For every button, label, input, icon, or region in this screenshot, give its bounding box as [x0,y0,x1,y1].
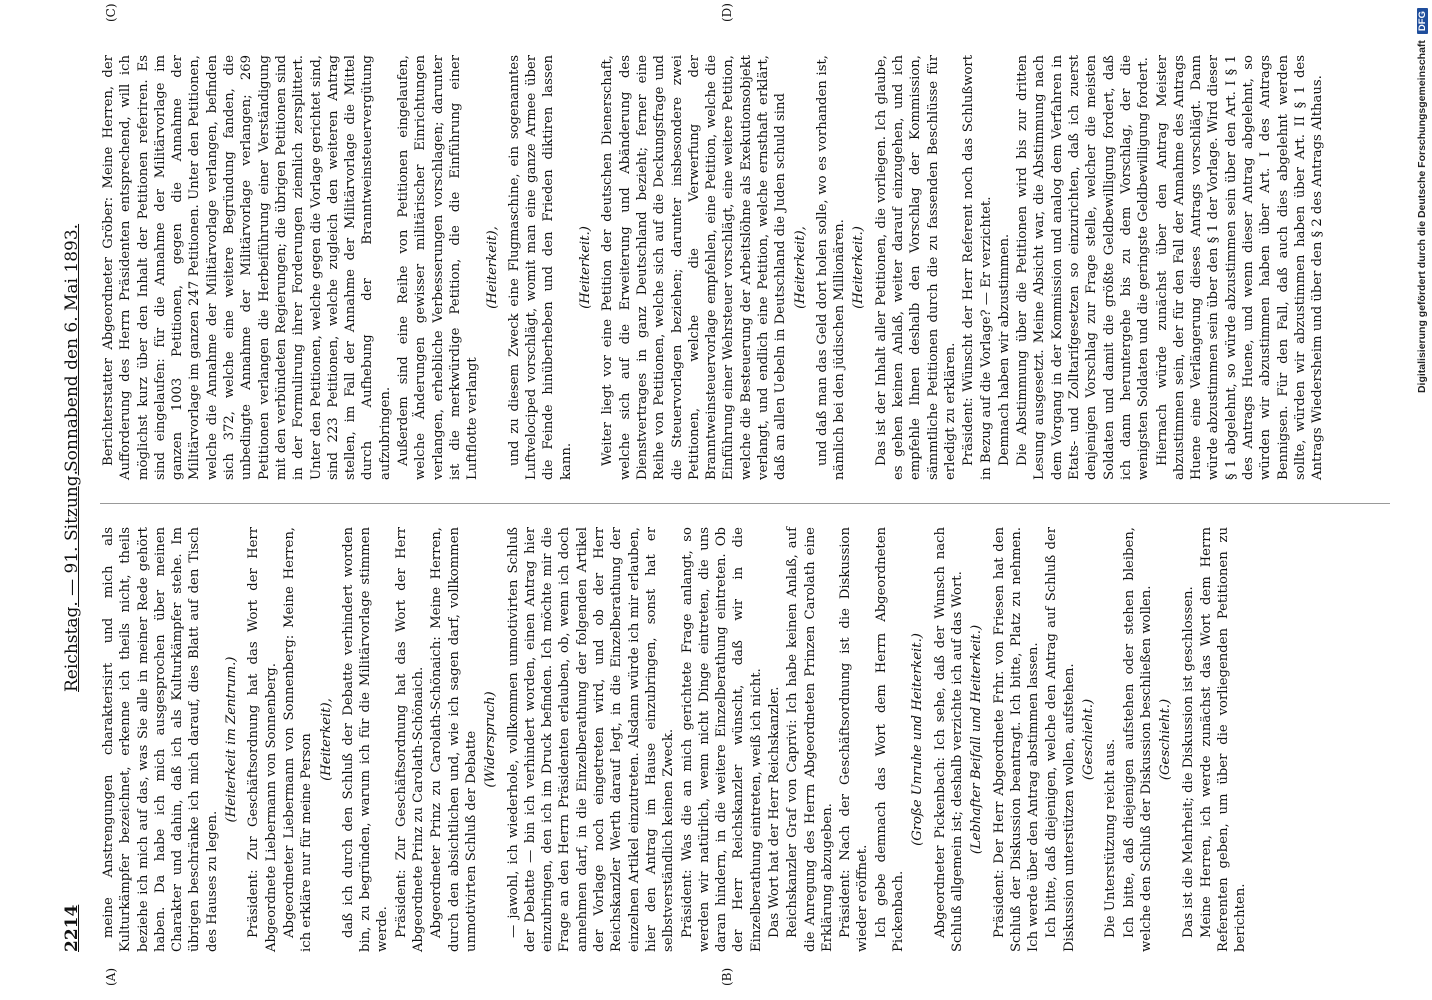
paragraph: Präsident: Zur Geschäftsordnung hat das Wort der Herr Abgeordnete Liebermann von Sonnenberg. [246,527,279,952]
paragraph: (Heiterkeit.) [578,226,594,309]
paragraph: (Große Unruhe und Heiterkeit.) [910,633,926,846]
paragraph: (Heiterkeit im Zentrum.) [224,656,240,823]
paragraph: Berichterstatter Abgeordneter Gröber: Meine Herren, der Aufforderung des Herrn Präsidenten entsprechend, will ich möglichst kurz über den Inhalt der Petitionen referiren. Es sind eingelaufen: für die Annahme der Militärvorlage im ganzen 1003 Petitionen, gegen die Annahme der Militärvorlage im ganzen 247 Petitionen. Unter den Petitionen, welche die Annahme der Militärvorlage verlangen, befinden sich 372, welche eine weitere Begründung fanden, die unbedingte Annahme der Militärvorlage verlangen; 269 Petitionen verlangen die Herbeiführung einer Verständigung mit den verbündeten Regierungen; die übrigen Petitionen sind in der Formulirung ihrer Forderungen ziemlich zersplittert. Unter den Petitionen, welche gegen die Vorlage gerichtet sind, sind 223 Petitionen, welche zugleich den weiteren Antrag stellen, im Fall der Annahme der Militärvorlage die Mittel durch Aufhebung der Branntweinsteuervergütung aufzubringen. [101,55,393,480]
paragraph: meine Anstrengungen charakterisirt und mich als Kulturkämpfer bezeichnet, erkenne ich theils nicht, theils beziehe ich mich auf das, was Sie alle in meiner Rede gehört haben. Da habe ich mich ausgesprochen über meinen Charakter und dahin, daß ich als Kulturkämpfer stehe. Im übrigen beschränke ich mich darauf, dies Blatt auf den Tisch des Hauses zu legen. [101,527,220,952]
paragraph: Außerdem sind eine Reihe von Petitionen eingelaufen, welche Änderungen gewisser militärischer Einrichtungen verlangen, erhebliche Verbesserungen vorschlagen; darunter ist die merkwürdige Petition, die die Einführung einer Luftflotte verlangt [396,55,481,480]
paragraph: Abgeordneter Prinz zu Carolath-Schönaich: Meine Herren, durch den absichtlichen und, wie ich sagen darf, vollkommen unmotivirten Schluß der Debatte [429,527,479,952]
paragraph: Die Abstimmung über die Petitionen wird bis zur dritten Lesung ausgesetzt. Meine Absicht war, die Abstimmung nach dem Vorgang in der Kommission und analog dem Verfahren in Etats- und Zolltarifgesetzen so einzurichten, daß ich zuerst denjenigen Vorschlag zur Frage stelle, welcher die meisten Soldaten und damit die größte Geldbewilligung fordert, daß ich dann heruntergehe bis zu dem Vorschlag, der die wenigsten Soldaten und die geringste Geldbewilligung fordert. [1015,55,1152,480]
paragraph: (Lebhafter Beifall und Heiterkeit.) [969,624,985,855]
paragraph: (Geschieht.) [1158,698,1174,781]
paragraph: — jawohl, ich wiederhole, vollkommen unmotivirten Schluß der Debatte — bin ich verhindert worden, einen Antrag hier einzubringen, den ich im Druck befinden. Ich möchte mir die Frage an den Herrn Präsidenten erlauben, ob, wenn ich doch annehmen darf, in die Einzelberathung der folgenden Artikel der Vorlage noch eingetreten wird, und ob der Herr Reichskanzler Werth darauf legt, in die Einzelberathung der einzelnen Artikel einzutreten. Alsdann würde ich mir erlauben, hier den Antrag im Hause einzubringen, sonst hat er selbstverständlich keinen Zweck. [505,527,677,952]
session-title: Reichstag. — 91. Sitzung. [62,469,82,692]
margin-mark-d: (D) [720,3,734,22]
paragraph: (Geschieht.) [1081,698,1097,781]
paragraph: Die Unterstützung reicht aus. [1103,738,1119,938]
paragraph: (Heiterkeit), [318,698,334,781]
paragraph: Präsident: Wünscht der Herr Referent noch das Schlußwort in Bezug auf die Vorlage? — Er verzichtet. [961,55,994,480]
paragraph: Meine Herren, ich werde zunächst das Wort dem Herrn Referenten geben, um über die vorliegenden Petitionen zu berichten. [1198,527,1249,952]
paragraph: Abgeordneter Liebermann von Sonnenberg: Meine Herren, ich erkläre nur für meine Person [281,527,315,952]
paragraph: Ich bitte, daß diejenigen, welche den Antrag auf Schluß der Diskussion unterstützen wollen, aufstehen. [1044,527,1077,952]
paragraph: Weiter liegt vor eine Petition der deutschen Dienerschaft, welche sich auf die Erweiterung und Abänderung des Dienstvertrages in ganz Deutschland bezieht; ferner eine Reihe von Petitionen, welche sich auf die Deckungsfrage und die Steuervorlagen beziehen; darunter insbesondere zwei Petitionen, welche die Verwerfung der Branntweinsteuervorlage empfehlen, eine Petition, welche die Einführung einer Wehrsteuer vorschlägt, eine weitere Petition, welche die Besteuerung der Arbeitslöhne als Exekutionsobjekt verlangt, und endlich eine Petition, welche ernsthaft erklärt, daß an allen Uebeln in Deutschland die Juden schuld sind [600,55,789,480]
margin-mark-b: (B) [720,967,734,986]
page-header [52,32,92,952]
paragraph: (Heiterkeit.) [851,226,867,309]
paragraph: Präsident: Der Herr Abgeordnete Frhr. von Friesen hat den Schluß der Diskussion beantragt. Ich bitte, Platz zu nehmen. Ich werde über den Antrag abstimmen lassen. [991,527,1042,952]
credit-text: Digitalisierung gefördert durch die Deutsche Forschungsgemeinschaft [1416,40,1428,394]
paragraph: und daß man das Geld dort holen solle, wo es vorhanden ist, nämlich bei den jüdischen Millionären. [814,55,848,480]
paragraph: daß ich durch den Schluß der Debatte verhindert worden bin, zu begründen, warum ich für die Militärvorlage stimmen werde. [340,527,391,952]
margin-mark-c: (C) [104,3,118,22]
paragraph: Das Wort hat der Herr Reichskanzler. [766,686,782,938]
paragraph: (Heiterkeit), [792,226,808,309]
margin-mark-a: (A) [104,967,118,986]
page-number: 2214 [62,904,82,952]
footer-strip [1412,0,1432,1000]
paragraph: Präsident: Zur Geschäftsordnung hat das Wort der Herr Abgeordnete Prinz zu Carolath-Schönaich. [393,527,427,952]
column-divider [100,503,1390,504]
paragraph: (Heiterkeit), [484,226,500,309]
session-date: Sonnabend den 6. Mai 1893. [62,223,82,472]
footer-credit [1412,0,1432,1000]
paragraph: (Widerspruch) [483,691,499,788]
paragraph: Demnach haben wir abzustimmen. [996,233,1012,466]
paragraph: Hiernach würde zunächst über den Antrag Meister abzustimmen sein, der für den Fall der Annahme des Antrags Huene eine Verlängerung dieses Antrags vorschlägt. Dann würde abzustimmen sein über den § 1 der Vorlage. Wird dieser § 1 abgelehnt, so würde abzustimmen sein über den Art. I § 1 des Antrags Huene, und wenn dieser Antrag abgelehnt, so würden wir abzustimmen haben über Art. I des Antrags Bennigsen. Für den Fall, daß auch dies abgelehnt werden sollte, würden wir abzustimmen haben über Art. II § 1 des Antrags Wiedersheim und über den § 2 des Antrags Althaus. [1154,55,1326,480]
paragraph: Präsident: Was die an mich gerichtete Frage anlangt, so werden wir natürlich, wenn nicht Dinge eintreten, die uns daran hindern, in die weitere Einzelberathung eintreten. Ob der Herr Reichskanzler wünscht, daß wir in die Einzelberathung eintreten, weiß ich nicht. [679,527,764,952]
paragraph: Reichskanzler Graf von Caprivi: Ich habe keinen Anlaß, auf die Anregung des Herrn Abgeordneten Prinzen Carolath eine Erklärung abzugeben. [785,527,835,952]
paragraph: Ich gebe demnach das Wort dem Herrn Abgeordneten Pickenbach. [873,527,907,952]
right-column [100,55,1327,480]
paragraph: Präsident: Nach der Geschäftsordnung ist die Diskussion wieder eröffnet. [838,527,871,952]
paragraph: Ich bitte, daß diejenigen aufstehen oder stehen bleiben, welche den Schluß der Diskussion beschließen wollen. [1121,527,1154,952]
paragraph: Das ist der Inhalt aller Petitionen, die vorliegen. Ich glaube, es gehen keinen Anlaß, weiter darauf einzugehen, und ich empfehle Ihnen deshalb den Vorschlag der Kommission, sämmtliche Petitionen durch die zu fassenden Beschlüsse für erledigt zu erklären. [873,55,958,480]
paragraph: Abgeordneter Pickenbach: Ich sehe, daß der Wunsch nach Schluß allgemein ist; deshalb verzichte ich auf das Wort. [932,527,965,952]
dfg-logo: DFG [1417,8,1428,34]
paragraph: Das ist die Mehrheit; die Diskussion ist geschlossen. [1180,586,1196,938]
paragraph: und zu diesem Zweck eine Flugmaschine, ein sogenanntes Luftvelociped vorschlägt, womit man eine ganze Armee über die Feinde hinüberheben und den Frieden diktiren lassen kann. [506,55,574,480]
left-column [100,527,1251,952]
